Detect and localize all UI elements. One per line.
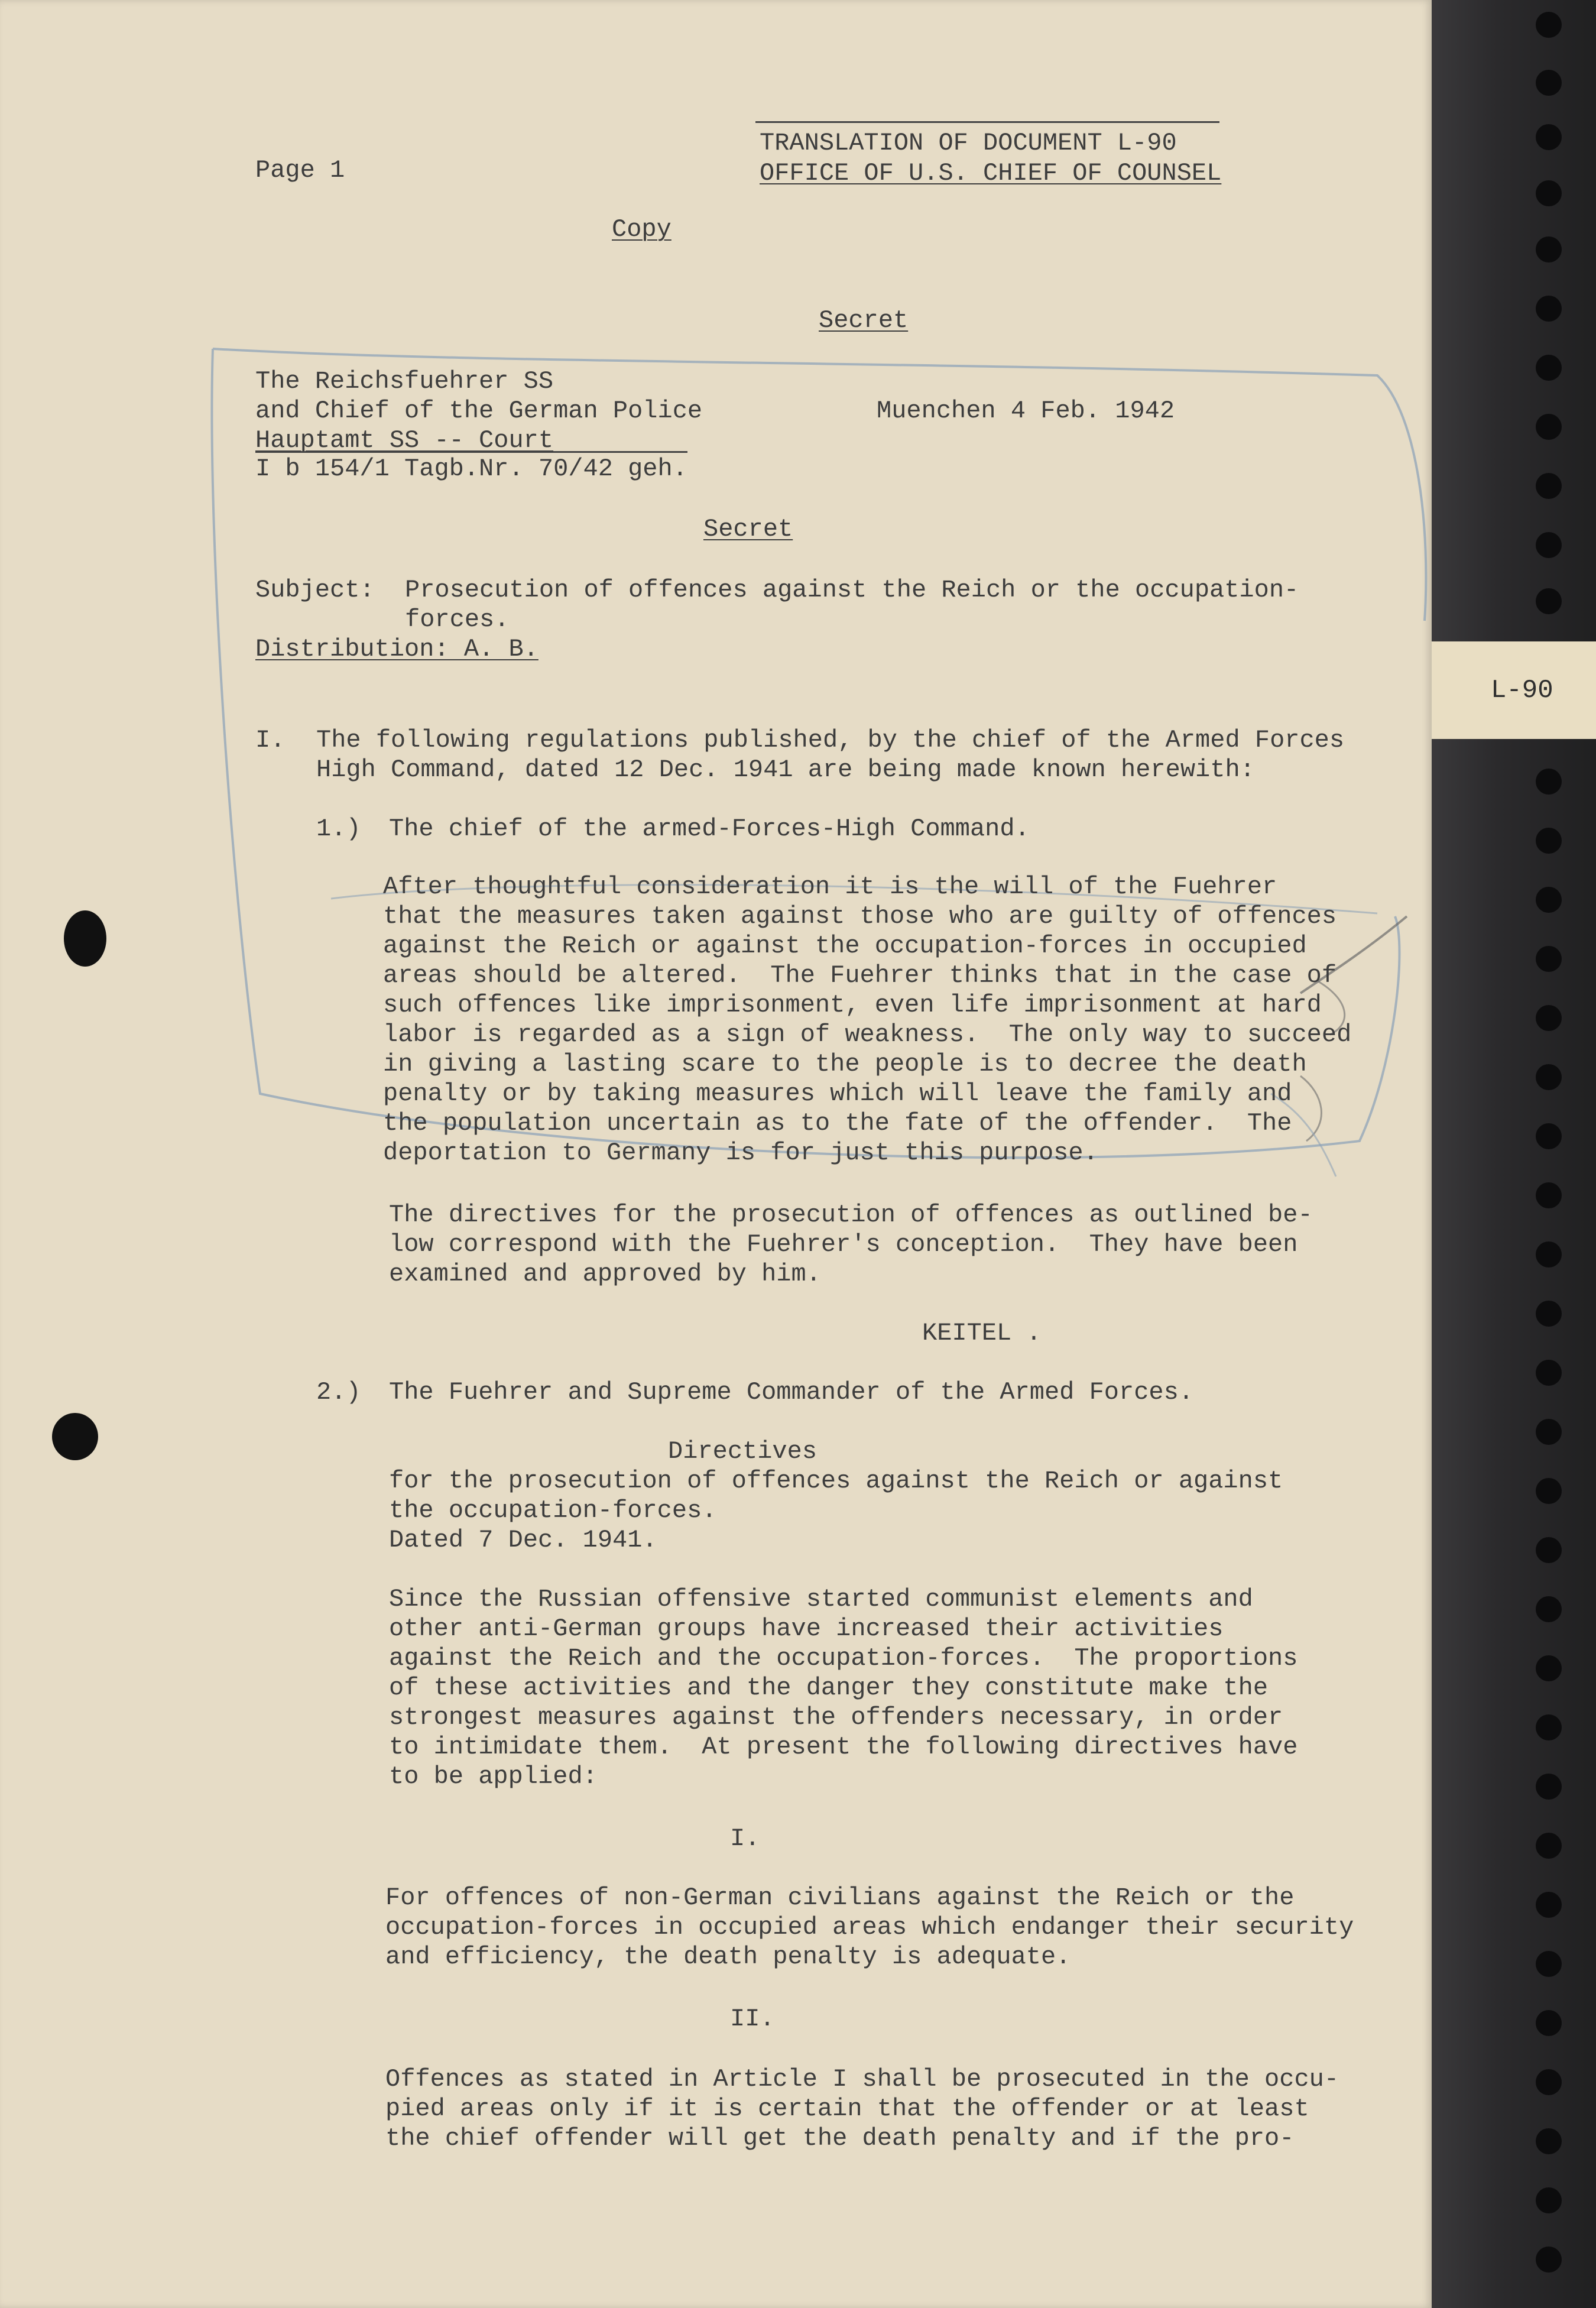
binder-hole [1536, 588, 1562, 614]
binder-hole [1536, 2247, 1562, 2273]
text-line: such offences like imprisonment, even life imprisonment at hard [383, 991, 1322, 1019]
subject-label: Subject: [255, 576, 375, 604]
section-text-2: High Command, dated 12 Dec. 1941 are being made known herewith: [316, 756, 1255, 784]
binder-hole [1536, 236, 1562, 262]
binder-hole [1536, 1596, 1562, 1622]
exhibit-tab-label: L-90 [1491, 676, 1553, 705]
header-rule [755, 121, 1219, 123]
text-line: Since the Russian offensive started communist elements and [389, 1585, 1253, 1613]
text-line: to be applied: [389, 1762, 598, 1791]
text-line: occupation-forces in occupied areas which endanger their security [385, 1913, 1354, 1941]
directives-subtitle: the occupation-forces. [389, 1496, 717, 1525]
ink-blot [64, 910, 106, 967]
text-line: of these activities and the danger they constitute make the [389, 1674, 1269, 1702]
binder-hole [1536, 12, 1562, 38]
sender-line-3: Hauptamt SS -- Court [255, 426, 554, 455]
binder-hole [1536, 180, 1562, 206]
page-number: Page 1 [255, 156, 345, 184]
section-number: I. [255, 726, 286, 754]
binder-hole [1536, 1892, 1562, 1918]
translation-title: TRANSLATION OF DOCUMENT L-90 [760, 129, 1177, 157]
binder-hole [1536, 296, 1562, 322]
binder-hole [1536, 1064, 1562, 1090]
text-line: against the Reich and the occupation-forces. The proportions [389, 1644, 1298, 1672]
text-line: and efficiency, the death penalty is adequate. [385, 1943, 1071, 1971]
binder-hole [1536, 1241, 1562, 1268]
binder-hole [1536, 355, 1562, 381]
text-line: penalty or by taking measures which will leave the family and [383, 1080, 1292, 1108]
item-title: The chief of the armed-Forces-High Command. [389, 815, 1030, 843]
text-line: For offences of non-German civilians against the Reich or the [385, 1884, 1295, 1912]
signature-keitel: KEITEL . [922, 1319, 1042, 1347]
item-title: The Fuehrer and Supreme Commander of the Armed Forces. [389, 1378, 1194, 1406]
text-line: low correspond with the Fuehrer's conception. They have been [389, 1230, 1298, 1259]
binder-hole [1536, 70, 1562, 96]
binder-hole [1536, 2128, 1562, 2154]
distribution-line: Distribution: A. B. [255, 635, 539, 663]
binder-hole [1536, 1655, 1562, 1681]
binder-hole [1536, 1478, 1562, 1504]
place-date: Muenchen 4 Feb. 1942 [877, 397, 1175, 425]
text-line: labor is regarded as a sign of weakness. The only way to succeed [383, 1020, 1352, 1049]
item-number: 2.) [316, 1378, 361, 1406]
text-line: The directives for the prosecution of offences as outlined be- [389, 1201, 1313, 1229]
binder-hole [1536, 1537, 1562, 1563]
binder-hole [1536, 1005, 1562, 1031]
exhibit-tab [1432, 641, 1596, 739]
sender-line-4: I b 154/1 Tagb.Nr. 70/42 geh. [255, 451, 687, 485]
binder-hole [1536, 1951, 1562, 1977]
text-line: areas should be altered. The Fuehrer thinks that in the case of [383, 961, 1337, 990]
binder-hole [1536, 769, 1562, 795]
secret-label-mid: Secret [703, 515, 793, 543]
secret-label-top: Secret [819, 306, 909, 335]
text-line: in giving a lasting scare to the people is to decree the death [383, 1050, 1307, 1078]
directives-heading: Directives [668, 1437, 818, 1466]
text-line: the chief offender will get the death penalty and if the pro- [385, 2124, 1295, 2153]
binder-hole [1536, 532, 1562, 558]
text-line: to intimidate them. At present the following directives have [389, 1733, 1298, 1761]
item-number: 1.) [316, 815, 361, 843]
article-heading: II. [730, 2005, 775, 2033]
binder-hole [1536, 2187, 1562, 2213]
directives-subtitle: for the prosecution of offences against the Reich or against [389, 1467, 1283, 1495]
article-heading: I. [730, 1824, 760, 1853]
binder-hole [1536, 1419, 1562, 1445]
binder-hole [1536, 124, 1562, 150]
ink-blot [52, 1413, 98, 1460]
binder-hole [1536, 1360, 1562, 1386]
binder-hole [1536, 946, 1562, 972]
binder-hole [1536, 2069, 1562, 2095]
text-line: deportation to Germany is for just this purpose. [383, 1139, 1098, 1167]
sender-line-2: and Chief of the German Police [255, 397, 703, 425]
binder-hole [1536, 1833, 1562, 1859]
copy-label: Copy [612, 215, 672, 244]
binder-hole [1536, 1301, 1562, 1327]
subject-text-2: forces. [405, 605, 510, 634]
binder-hole [1536, 473, 1562, 499]
binder-hole [1536, 1182, 1562, 1208]
binder-hole [1536, 2010, 1562, 2036]
text-line: examined and approved by him. [389, 1260, 821, 1288]
office-title: OFFICE OF U.S. CHIEF OF COUNSEL [760, 159, 1222, 187]
text-line: After thoughtful consideration it is the will of the Fuehrer [383, 873, 1277, 901]
text-line: pied areas only if it is certain that the offender or at least [385, 2095, 1309, 2123]
binder-hole [1536, 1774, 1562, 1800]
subject-text-1: Prosecution of offences against the Reich or the occupation- [405, 576, 1299, 604]
binder-hole [1536, 1123, 1562, 1149]
text-line: Offences as stated in Article I shall be prosecuted in the occu- [385, 2065, 1339, 2093]
binder-hole [1536, 414, 1562, 440]
text-line: the population uncertain as to the fate of the offender. The [383, 1109, 1292, 1137]
text-line: that the measures taken against those who are guilty of offences [383, 902, 1337, 931]
sender-line-1: The Reichsfuehrer SS [255, 367, 554, 396]
binder-hole [1536, 887, 1562, 913]
section-text-1: The following regulations published, by the chief of the Armed Forces [316, 726, 1345, 754]
text-line: against the Reich or against the occupation-forces in occupied [383, 932, 1307, 960]
directives-date: Dated 7 Dec. 1941. [389, 1526, 657, 1554]
text-line: other anti-German groups have increased their activities [389, 1615, 1224, 1643]
binder-hole [1536, 828, 1562, 854]
text-line: strongest measures against the offenders necessary, in order [389, 1703, 1283, 1732]
binder-hole [1536, 1714, 1562, 1740]
binder-strip [1432, 0, 1596, 2308]
